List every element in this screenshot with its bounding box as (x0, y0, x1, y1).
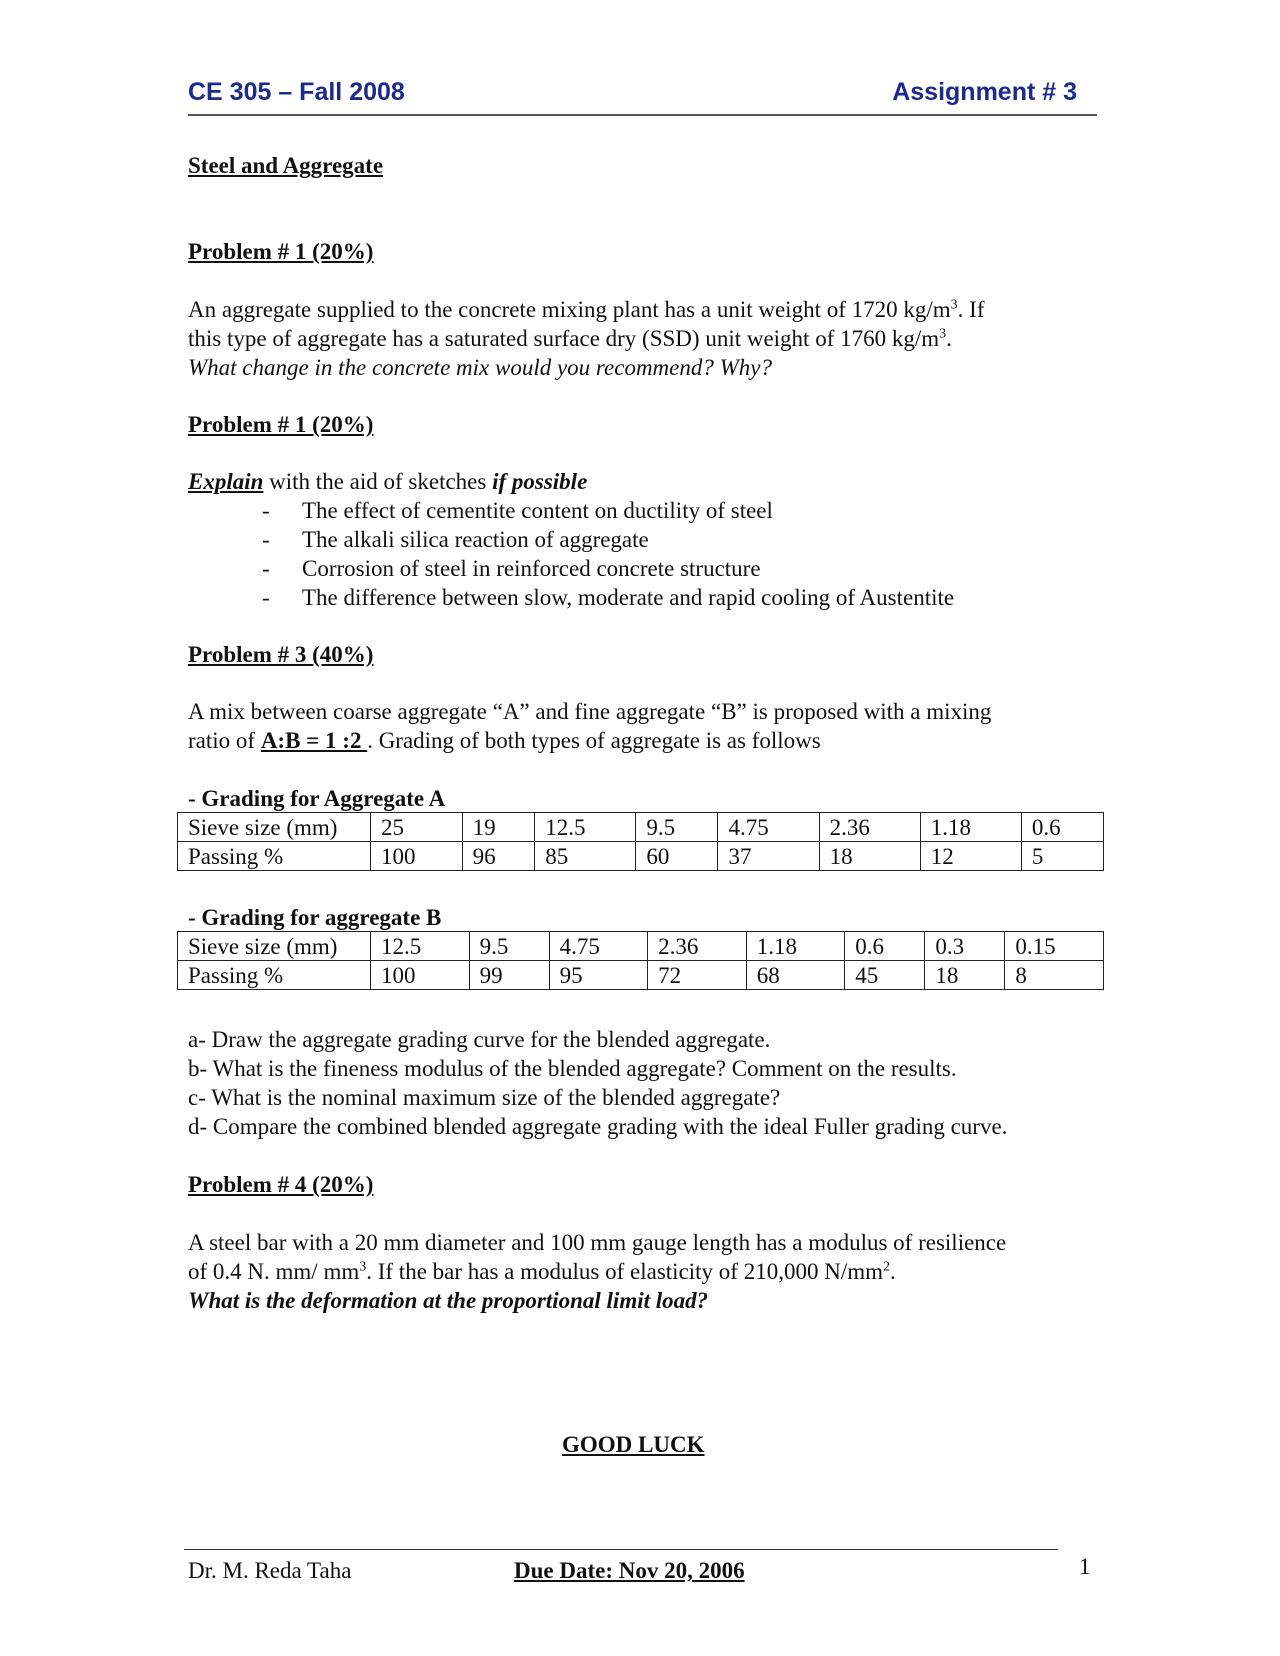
p4-line2-c: . (890, 1259, 896, 1284)
list-item-text: The difference between slow, moderate and rapid cooling of Austentite (302, 585, 955, 610)
table-cell: 1.18 (920, 813, 1021, 842)
mix-ratio: A:B = 1 :2 (260, 728, 368, 753)
bullet-dash: - (262, 527, 270, 552)
p4-line2-b: . If the bar has a modulus of elasticity of 210,000 N/mm (366, 1259, 883, 1284)
table-row (178, 961, 1104, 990)
problem-2-heading: Problem # 1 (20%) (188, 412, 374, 437)
table-cell: 37 (718, 842, 819, 871)
list-item (262, 525, 954, 554)
bullet-dash: - (262, 585, 270, 610)
table-cell: 12.5 (371, 932, 470, 961)
table-row (178, 932, 1104, 961)
list-item-text: The alkali silica reaction of aggregate (302, 527, 649, 552)
p1-line1-text: An aggregate supplied to the concrete mixing plant has a unit weight of 1720 kg/m (188, 297, 951, 322)
explain-mid: with the aid of sketches (263, 469, 493, 494)
table-cell: 12 (920, 842, 1021, 871)
list-item-text: Corrosion of steel in reinforced concrete structure (302, 556, 761, 581)
table-cell: 0.6 (845, 932, 925, 961)
list-item (262, 583, 954, 612)
table-cell: 12.5 (535, 813, 636, 842)
grading-table-a (177, 812, 1104, 871)
p1-sup-2: 3 (939, 326, 947, 342)
question-b: b- What is the fineness modulus of the blended aggregate? Comment on the results. (188, 1056, 957, 1081)
question-a: a- Draw the aggregate grading curve for the blended aggregate. (188, 1027, 771, 1052)
table-cell: 96 (462, 842, 535, 871)
problem-4-line-2 (188, 1257, 896, 1286)
p1-line2-text: this type of aggregate has a saturated surface dry (SSD) unit weight of 1760 kg/m (188, 326, 940, 351)
table-cell: 0.3 (925, 932, 1005, 961)
problem-1-heading: Problem # 1 (20%) (188, 239, 374, 264)
problem-4-question: What is the deformation at the proportional limit load? (188, 1288, 709, 1313)
p4-sup3: 3 (359, 1259, 367, 1275)
problem-3-heading: Problem # 3 (40%) (188, 642, 374, 667)
footer-divider (184, 1549, 1058, 1550)
problem-1-question: What change in the concrete mix would you recommend? Why? (188, 355, 772, 380)
table-cell: 0.6 (1021, 813, 1103, 842)
table-cell: 100 (371, 961, 470, 990)
table-cell: 4.75 (549, 932, 648, 961)
table-cell: 18 (819, 842, 920, 871)
table-cell: 60 (636, 842, 718, 871)
footer-due-date: Due Date: Nov 20, 2006 (514, 1558, 745, 1583)
if-possible: if possible (492, 469, 588, 494)
table-cell: 68 (746, 961, 845, 990)
explain-list (262, 496, 954, 612)
table-cell: 9.5 (636, 813, 718, 842)
table-cell: 95 (549, 961, 648, 990)
table-cell: 9.5 (469, 932, 549, 961)
table-cell: 8 (1005, 961, 1104, 990)
good-luck: GOOD LUCK (562, 1432, 705, 1457)
list-item (262, 554, 954, 583)
table-cell: 2.36 (648, 932, 747, 961)
table-cell: Passing % (178, 961, 371, 990)
table-cell: 18 (925, 961, 1005, 990)
assignment-label: Assignment # 3 (892, 78, 1077, 106)
grading-table-b (177, 931, 1104, 990)
table-row (178, 813, 1104, 842)
p4-sup2: 2 (883, 1259, 890, 1275)
list-item (262, 496, 954, 525)
problem-4-heading: Problem # 4 (20%) (188, 1172, 374, 1197)
p1-line1-end: . If (957, 297, 985, 322)
table-cell: Sieve size (mm) (178, 813, 371, 842)
table-cell: 19 (462, 813, 535, 842)
question-c: c- What is the nominal maximum size of the blended aggregate? (188, 1085, 781, 1110)
table-cell: Sieve size (mm) (178, 932, 371, 961)
explain-word: Explain (188, 469, 264, 494)
problem-3-line-2 (188, 726, 821, 755)
problem-1-line-2 (188, 324, 952, 353)
course-label: CE 305 – Fall 2008 (188, 78, 405, 106)
p4-line2-a: of 0.4 N. mm/ mm (188, 1259, 360, 1284)
table-cell: 99 (469, 961, 549, 990)
ratio-prefix: ratio of (188, 728, 261, 753)
bullet-dash: - (262, 498, 270, 523)
table-cell: 5 (1021, 842, 1103, 871)
explain-line (188, 467, 587, 496)
problem-3-line-1: A mix between coarse aggregate “A” and fine aggregate “B” is proposed with a mixing (188, 699, 992, 724)
p1-sup: 3 (950, 297, 958, 313)
bullet-dash: - (262, 556, 270, 581)
problem-1-line-1 (188, 295, 984, 324)
table-cell: 45 (845, 961, 925, 990)
table-cell: 85 (535, 842, 636, 871)
problem-4-line-1: A steel bar with a 20 mm diameter and 100 mm gauge length has a modulus of resilience (188, 1230, 1007, 1255)
table-cell: 100 (371, 842, 463, 871)
question-d: d- Compare the combined blended aggregate grading with the ideal Fuller grading curve. (188, 1114, 1008, 1139)
page-number: 1 (1079, 1554, 1091, 1579)
p1-line2-end: . (946, 326, 952, 351)
page-header (188, 78, 1097, 116)
list-item-text: The effect of cementite content on ductility of steel (302, 498, 773, 523)
table-cell: 2.36 (819, 813, 920, 842)
table-cell: Passing % (178, 842, 371, 871)
table-cell: 72 (648, 961, 747, 990)
document-title: Steel and Aggregate (188, 153, 384, 178)
footer-author: Dr. M. Reda Taha (188, 1558, 352, 1583)
table-row (178, 842, 1104, 871)
table-cell: 1.18 (746, 932, 845, 961)
table-cell: 4.75 (718, 813, 819, 842)
table-b-caption: - Grading for aggregate B (188, 905, 442, 930)
table-a-caption: - Grading for Aggregate A (188, 786, 446, 811)
ratio-suffix: . Grading of both types of aggregate is as follows (367, 728, 821, 753)
table-cell: 0.15 (1005, 932, 1104, 961)
table-cell: 25 (371, 813, 463, 842)
